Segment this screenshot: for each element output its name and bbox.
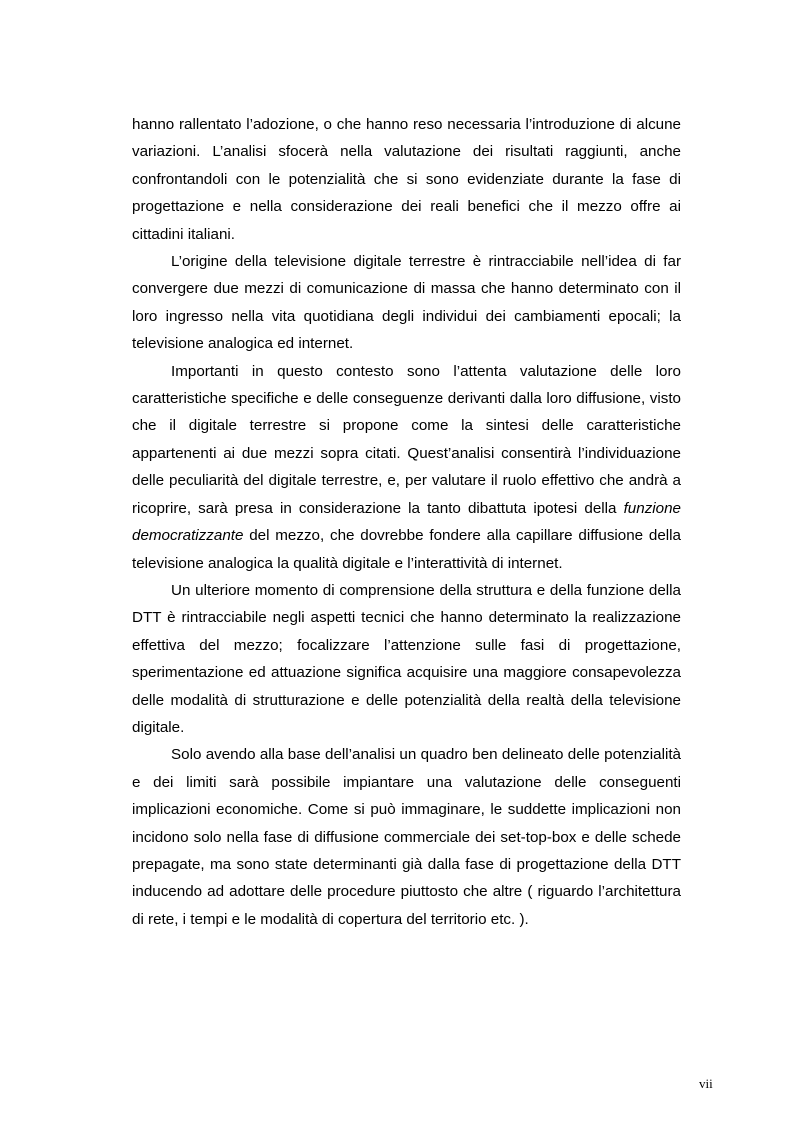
- paragraph-5: [132, 741, 681, 933]
- body-text: [132, 111, 681, 933]
- paragraph-3-text-start: Importanti in questo contesto sono l’attenta valutazione delle loro caratteristiche specifiche e delle conseguenze derivanti dalla loro diffusione, visto che il digitale terrestre si propone come la sintesi delle caratteristiche appartenenti ai due mezzi sopra citati. Quest’analisi consentirà l’individuazione delle peculiarità del digitale terrestre, e, per valutare il ruolo effettivo che andrà a ricoprire, sarà presa in considerazione la tanto dibattuta ipotesi della: [132, 362, 681, 517]
- paragraph-2: [132, 248, 681, 358]
- paragraph-4-text: Un ulteriore momento di comprensione della struttura e della funzione della DTT è rintracciabile negli aspetti tecnici che hanno determinato la realizzazione effettiva del mezzo; focalizzare l’attenzione sulle fasi di progettazione, sperimentazione ed attuazione significa acquisire una maggiore consapevolezza delle modalità di strutturazione e delle potenzialità della realtà della televisione digitale.: [132, 581, 681, 736]
- paragraph-3: [132, 358, 681, 577]
- paragraph-1-text: hanno rallentato l’adozione, o che hanno reso necessaria l’introduzione di alcune variazioni. L’analisi sfocerà nella valutazione dei risultati raggiunti, anche confrontandoli con le potenzialità che si sono evidenziate durante la fase di progettazione e nella considerazione dei reali benefici che il mezzo offre ai cittadini italiani.: [132, 116, 681, 243]
- paragraph-2-text: L’origine della televisione digitale terrestre è rintracciabile nell’idea di far convergere due mezzi di comunicazione di massa che hanno determinato con il loro ingresso nella vita quotidiana degli individui dei cambiamenti epocali; la televisione analogica ed internet.: [132, 253, 681, 353]
- paragraph-4: [132, 577, 681, 741]
- paragraph-5-text: Solo avendo alla base dell’analisi un quadro ben delineato delle potenzialità e dei limiti sarà possibile impiantare una valutazione delle conseguenti implicazioni economiche. Come si può immaginare, le suddette implicazioni non incidono solo nella fase di diffusione commerciale dei set-top-box e delle schede prepagate, ma sono state determinanti già dalla fase di progettazione della DTT inducendo ad adottare delle procedure piuttosto che altre ( riguardo l’architettura di rete, i tempi e le modalità di copertura del territorio etc. ).: [132, 746, 681, 928]
- paragraph-3-text-end: del mezzo, che dovrebbe fondere alla capillare diffusione della televisione analogica la qualità digitale e l’interattività di internet.: [132, 527, 681, 572]
- emphasized-term: funzione democratizzante: [132, 499, 681, 545]
- paragraph-1: [132, 111, 681, 248]
- page-number: vii: [699, 1076, 713, 1091]
